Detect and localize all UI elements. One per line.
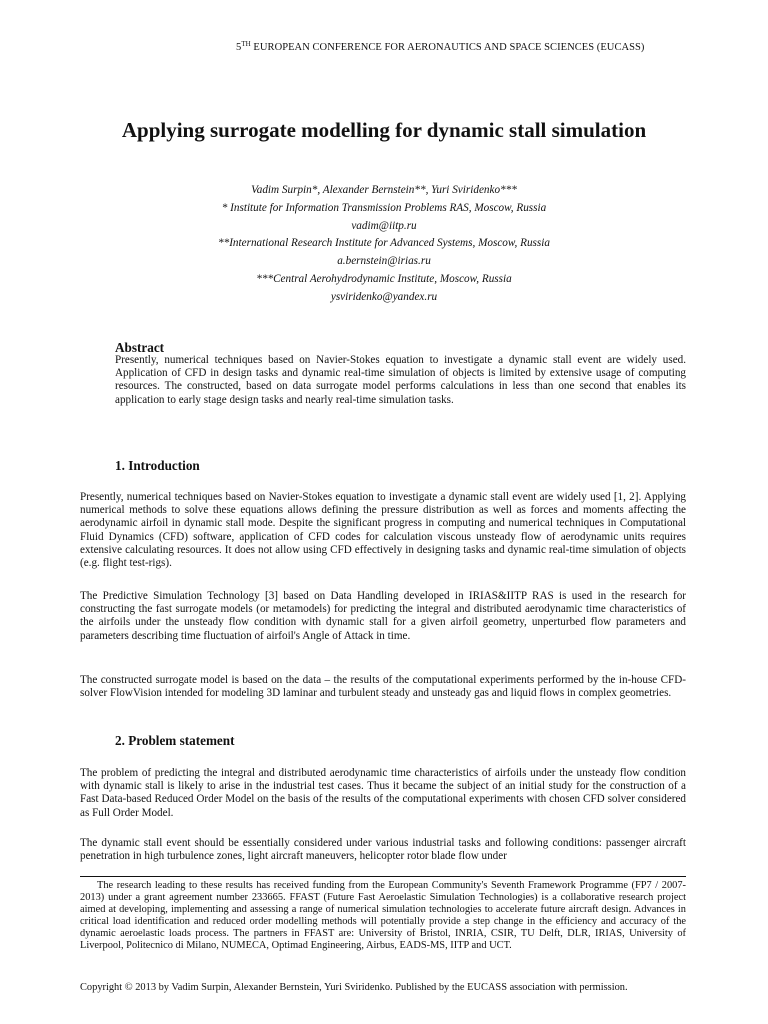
affiliation-1: * Institute for Information Transmission Problems RAS, Moscow, Russia (221, 201, 547, 214)
paper-title: Applying surrogate modelling for dynamic stall simulation (121, 118, 647, 142)
email-3: ysviridenko@yandex.ru (330, 290, 438, 303)
affiliation-3: ***Central Aerohydrodynamic Institute, Moscow, Russia (256, 272, 512, 285)
problem-paragraph-1: The problem of predicting the integral and distributed aerodynamic time characteristics of airfoils under the unsteady flow condition with dynamic stall is likely to arise in the industrial test cases. Thus it became the subject of an initial study for the construction of a Fast Data-based Reduced Order Model on the basis of the results of the computational experiments with chosen CFD solver considered as Full Order Model. (80, 767, 686, 819)
footnote-divider (80, 876, 686, 877)
header-number: 5 (236, 42, 242, 53)
header-superscript: TH (241, 40, 251, 48)
affiliation-2: **International Research Institute for Advanced Systems, Moscow, Russia (218, 237, 550, 250)
conference-header (236, 40, 706, 53)
header-text: EUROPEAN CONFERENCE FOR AERONAUTICS AND SPACE SCIENCES (EUCASS) (250, 42, 645, 53)
email-2: a.bernstein@irias.ru (337, 255, 431, 268)
introduction-heading: 1. Introduction (115, 458, 200, 473)
abstract-heading: Abstract (115, 340, 165, 355)
introduction-paragraph-1: Presently, numerical techniques based on Navier-Stokes equation to investigate a dynamic stall event are widely used [1, 2]. Applying numerical methods to solve these equations allows defining the pressure distribution as well as forces and moments affecting the aerodynamic airfoil in dynamic stall mode. Despite the significant progress in computing and numerical techniques in Computational Fluid Dynamics (CFD) software, application of CFD codes for calculation viscous unsteady flow of aerodynamic units requires extensive calculating resources. It does not allow using CFD effectively in designing tasks and dynamic real-time simulation of objects (e.g. flight test-rigs). (80, 491, 686, 570)
copyright-notice: Copyright © 2013 by Vadim Surpin, Alexander Bernstein, Yuri Sviridenko. Published by the EUCASS association with permission. (80, 982, 628, 993)
abstract-body: Presently, numerical techniques based on Navier-Stokes equation to investigate a dynamic stall event are widely used. Application of CFD in design tasks and dynamic real-time simulation of objects is limited by extensive usage of computing resources. The constructed, based on data surrogate model performs calculations in less than one second that enables its application to early stage design tasks and nearly real-time simulation tasks. (115, 354, 686, 406)
problem-statement-heading: 2. Problem statement (115, 733, 235, 748)
funding-footnote (80, 880, 686, 952)
introduction-paragraph-3: The constructed surrogate model is based on the data – the results of the computational experiments performed by the in-house CFD-solver FlowVision intended for modeling 3D laminar and turbulent steady and unsteady gas and liquid flows in complex geometries. (80, 674, 686, 700)
problem-paragraph-2: The dynamic stall event should be essentially considered under various industrial tasks and following conditions: passenger aircraft penetration in high turbulence zones, light aircraft maneuvers, helicopter rotor blade flow under (80, 837, 686, 863)
footnote-text: The research leading to these results has received funding from the European Community's Seventh Framework Programme (FP7 / 2007-2013) under a grant agreement number 233665. FFAST (Future Fast Aeroelastic Simulation Technologies) is a collaborative research project aimed at developing, implementing and assessing a range of numerical simulation technologies to accelerate future aircraft design. Advances in critical load identification and reduced order modelling methods will potentially provide a step change in the efficiency and accuracy of the dynamic aeroelastic loads process. The partners in FFAST are: University of Bristol, INRIA, CSIR, TU Delft, DLR, IRIAS, University of Liverpool, Politecnico di Milano, NUMECA, Optimad Engineering, Airbus, EADS-MS, IITP and UCT. (80, 880, 686, 951)
email-1: vadim@iitp.ru (351, 219, 417, 232)
introduction-paragraph-2: The Predictive Simulation Technology [3] based on Data Handling developed in IRIAS&IITP RAS is used in the research for constructing the fast surrogate models (or metamodels) for predicting the integral and distributed aerodynamic time characteristics of the airfoils under the unsteady flow condition with dynamic stall for a given airfoil geometry, unperturbed flow parameters and parameters describing time fluctuation of airfoil's Angle of Attack in time. (80, 590, 686, 642)
author-block (0, 182, 768, 307)
author-names: Vadim Surpin*, Alexander Bernstein**, Yuri Sviridenko*** (251, 184, 517, 196)
